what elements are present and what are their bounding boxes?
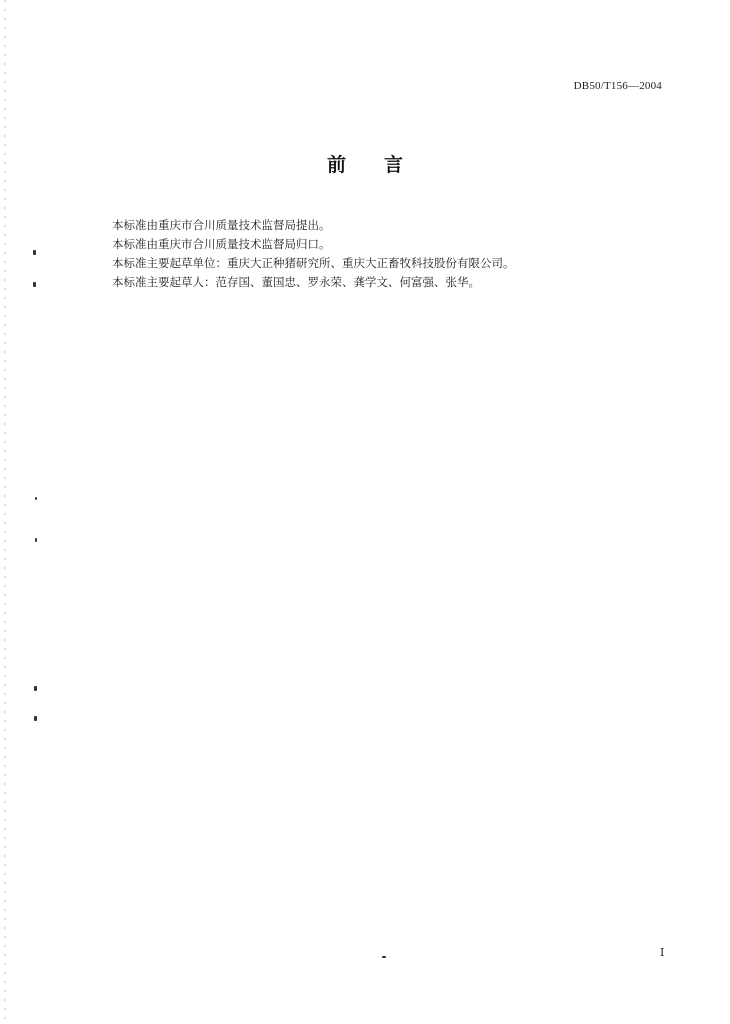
foreword-line-proposer: 本标准由重庆市合川质量技术监督局提出。 bbox=[112, 218, 331, 232]
scan-mark bbox=[34, 716, 37, 721]
scan-mark bbox=[35, 497, 37, 500]
foreword-line-administrator: 本标准由重庆市合川质量技术监督局归口。 bbox=[112, 237, 331, 251]
scan-mark bbox=[35, 538, 37, 542]
scan-mark bbox=[382, 956, 386, 958]
scan-mark bbox=[34, 686, 37, 691]
scan-mark bbox=[33, 282, 36, 287]
standard-code: DB50/T156—2004 bbox=[573, 80, 662, 92]
foreword-line-drafting-units: 本标准主要起草单位：重庆大正种猪研究所、重庆大正畜牧科技股份有限公司。 bbox=[112, 256, 515, 270]
page-title: 前言 bbox=[326, 154, 441, 176]
foreword-body bbox=[112, 216, 632, 292]
page-number: I bbox=[660, 946, 665, 959]
scan-mark bbox=[33, 250, 36, 255]
foreword-line-drafters: 本标准主要起草人：范存国、董国忠、罗永荣、龚学文、何富强、张华。 bbox=[112, 275, 480, 289]
